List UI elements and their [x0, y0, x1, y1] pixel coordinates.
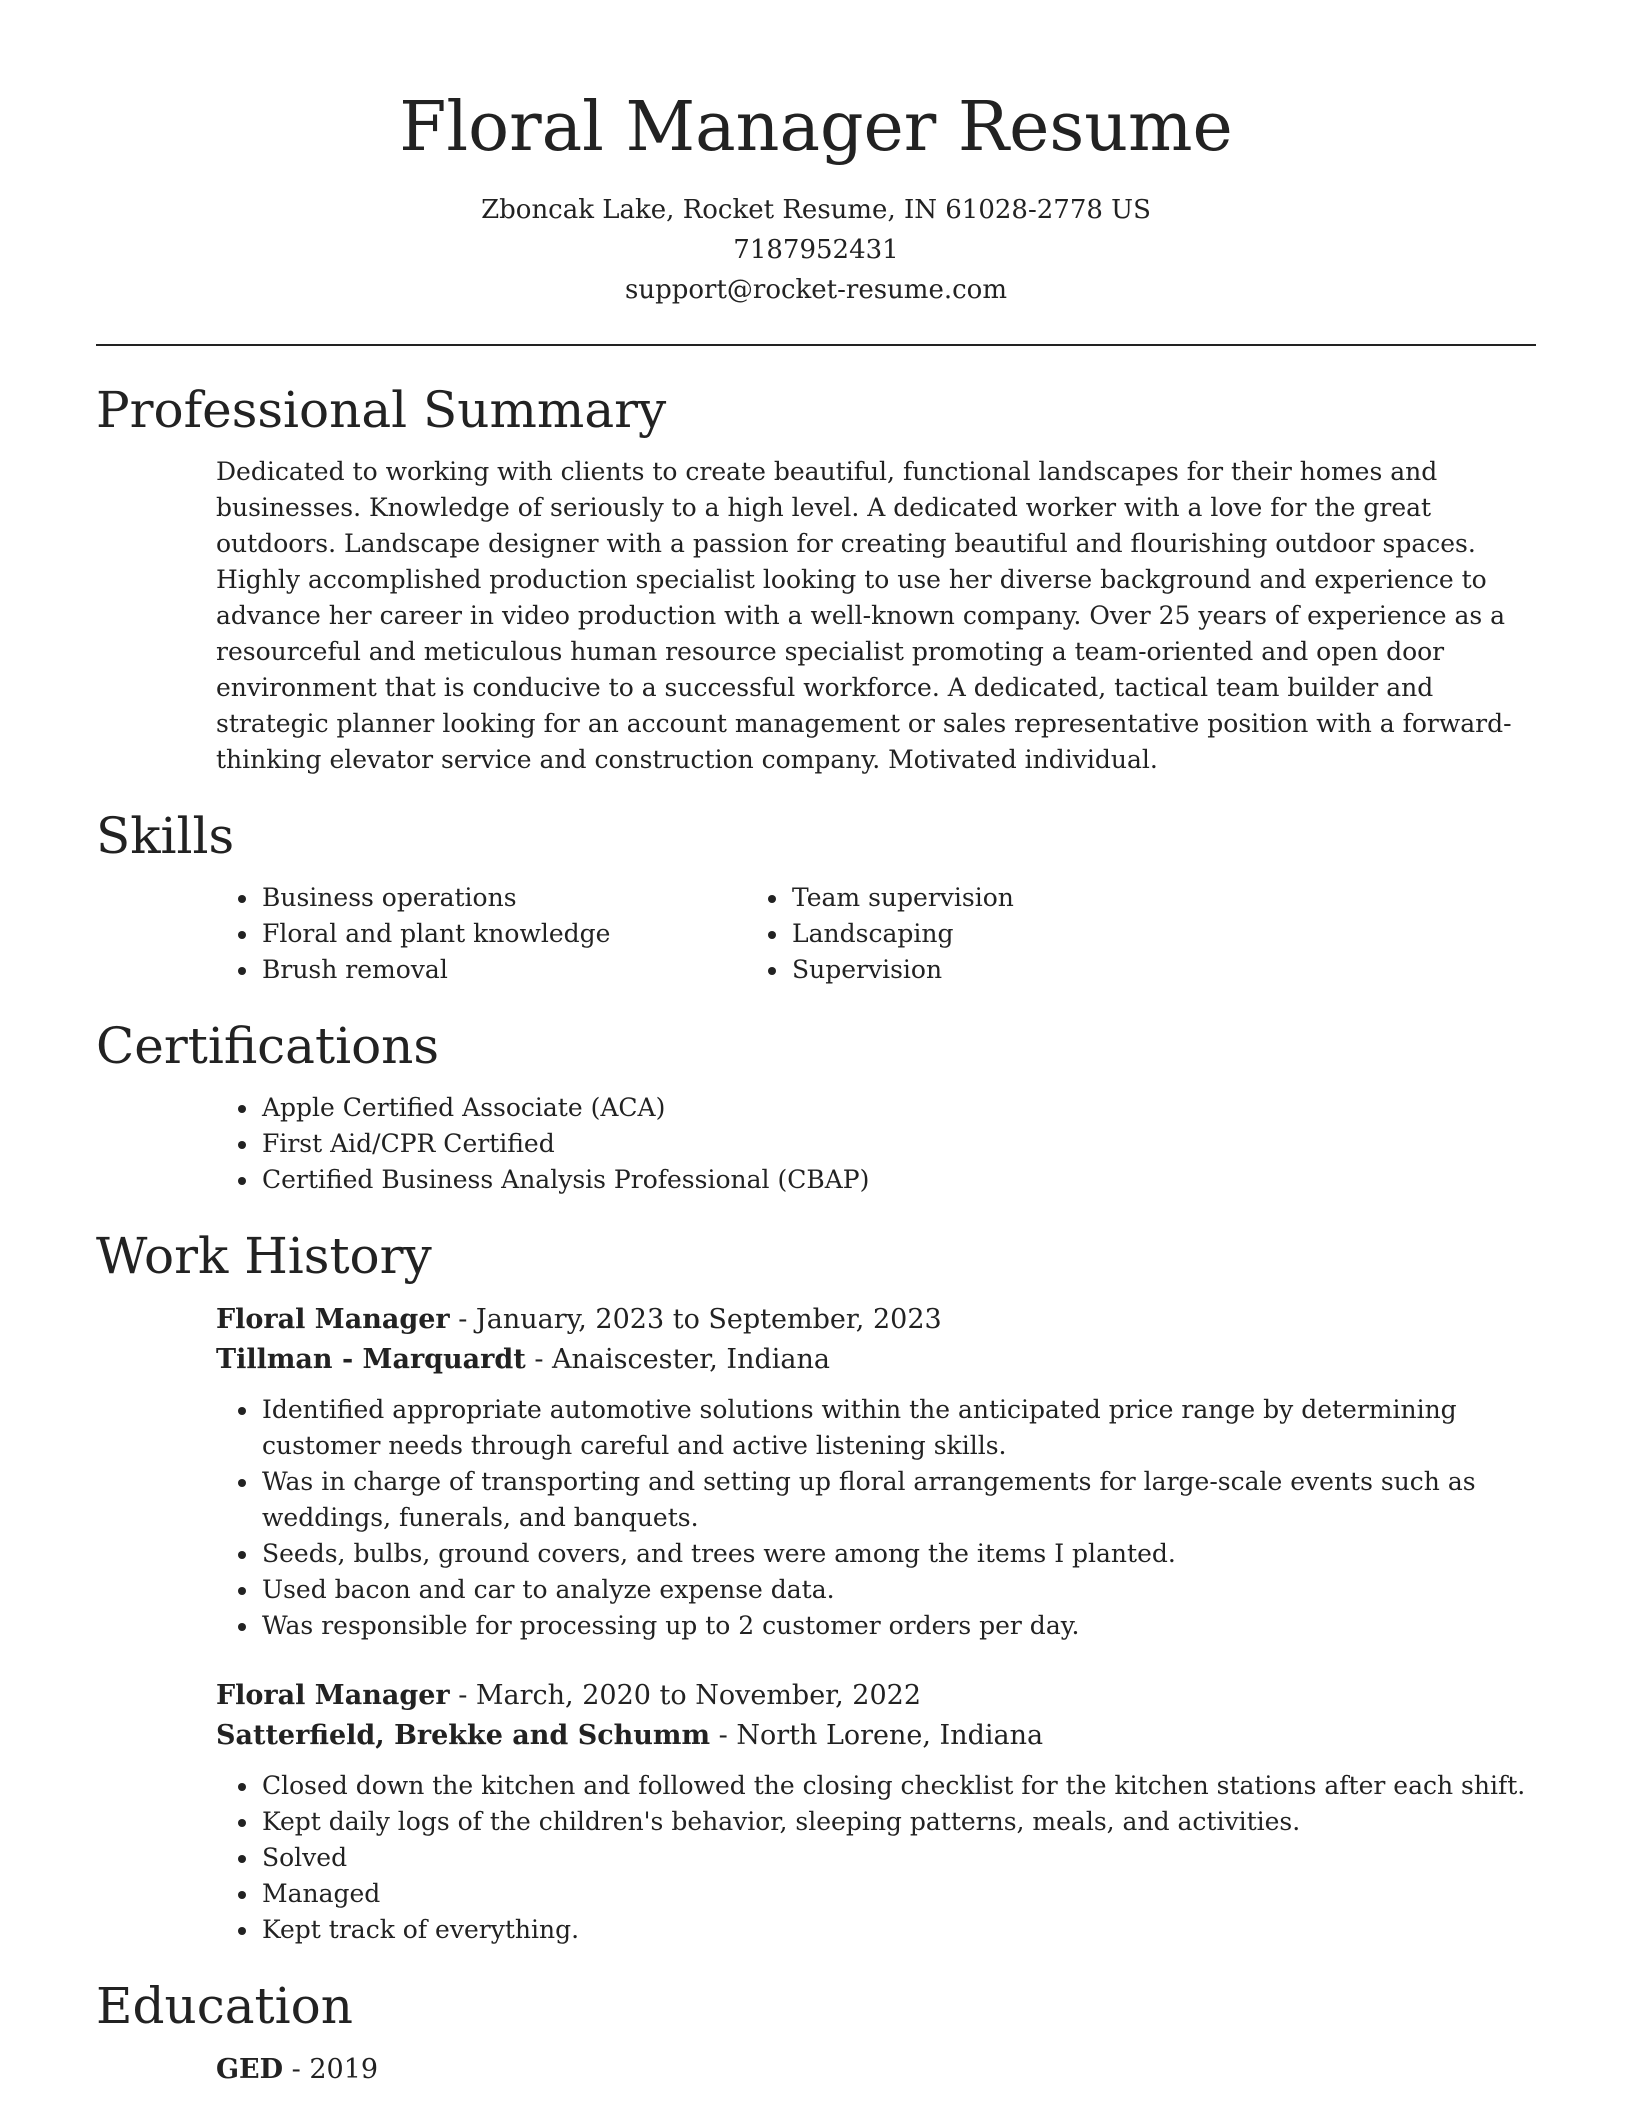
- list-item: • Certified Business Analysis Professional (CBAP): [260, 1162, 1536, 1198]
- work-history-heading: Work History: [96, 1227, 432, 1285]
- education-heading: Education: [96, 1977, 353, 2035]
- job-title-line: [216, 1300, 1536, 1340]
- header-divider: [96, 344, 1536, 346]
- list-item: • Team supervision: [790, 880, 1396, 916]
- email: support@rocket-resume.com: [624, 275, 1007, 305]
- job-entry: [96, 1300, 1536, 1644]
- job-bullets: [96, 1392, 1536, 1644]
- list-item: • Seeds, bulbs, ground covers, and trees were among the items I planted.: [260, 1536, 1536, 1572]
- list-item: • First Aid/CPR Certified: [260, 1126, 1536, 1162]
- resume-header: [96, 0, 1536, 310]
- list-item: • Used bacon and car to analyze expense data.: [260, 1572, 1536, 1608]
- contact-block: [96, 190, 1536, 310]
- list-item: • Kept track of everything.: [260, 1912, 1536, 1948]
- education-degree: GED: [216, 2054, 284, 2085]
- work-history-section: [96, 1224, 1536, 1948]
- resume-title: Floral Manager Resume: [399, 88, 1233, 167]
- skills-list-right: [746, 880, 1396, 988]
- list-item: • Identified appropriate automotive solutions within the anticipated price range by determining customer needs through careful and active listening skills.: [260, 1392, 1536, 1464]
- job-location: - North Lorene, Indiana: [710, 1720, 1044, 1751]
- certifications-heading: Certifications: [96, 1017, 440, 1075]
- education-year: - 2019: [283, 2054, 379, 2085]
- list-item: • Supervision: [790, 952, 1396, 988]
- job-entry: [96, 1676, 1536, 1948]
- education-section: [96, 1974, 1536, 2090]
- list-item: • Solved: [260, 1840, 1536, 1876]
- list-item: • Landscaping: [790, 916, 1396, 952]
- education-entry: [216, 2050, 1536, 2090]
- list-item: • Brush removal: [260, 952, 746, 988]
- summary-heading: Professional Summary: [96, 381, 667, 439]
- summary-section: [96, 378, 1536, 778]
- job-company: Satterfield, Brekke and Schumm: [216, 1720, 711, 1751]
- list-item: • Apple Certified Associate (ACA): [260, 1090, 1536, 1126]
- job-location: - Anaiscester, Indiana: [525, 1344, 830, 1375]
- address: Zboncak Lake, Rocket Resume, IN 61028-2778 US: [481, 195, 1151, 225]
- job-dates: - January, 2023 to September, 2023: [449, 1304, 942, 1335]
- list-item: • Was responsible for processing up to 2 customer orders per day.: [260, 1608, 1536, 1644]
- skills-section: [96, 804, 1536, 988]
- list-item: • Floral and plant knowledge: [260, 916, 746, 952]
- job-bullets: [96, 1768, 1536, 1948]
- job-title: Floral Manager: [216, 1680, 450, 1711]
- job-dates: - March, 2020 to November, 2022: [449, 1680, 922, 1711]
- job-title-line: [216, 1676, 1536, 1716]
- list-item: • Closed down the kitchen and followed the closing checklist for the kitchen stations after each shift.: [260, 1768, 1536, 1804]
- list-item: • Was in charge of transporting and setting up floral arrangements for large-scale events such as weddings, funerals, and banquets.: [260, 1464, 1536, 1536]
- skills-list-left: [96, 880, 746, 988]
- list-item: • Kept daily logs of the children's behavior, sleeping patterns, meals, and activities.: [260, 1804, 1536, 1840]
- job-company-line: [216, 1716, 1536, 1756]
- job-title: Floral Manager: [216, 1304, 450, 1335]
- list-item: • Managed: [260, 1876, 1536, 1912]
- phone: 7187952431: [733, 235, 899, 265]
- job-company: Tillman - Marquardt: [216, 1344, 526, 1375]
- resume-page: [96, 0, 1536, 2090]
- certifications-section: [96, 1014, 1536, 1198]
- certifications-list: [96, 1090, 1536, 1198]
- skills-heading: Skills: [96, 807, 235, 865]
- job-company-line: [216, 1340, 1536, 1380]
- list-item: • Business operations: [260, 880, 746, 916]
- summary-text: Dedicated to working with clients to create beautiful, functional landscapes for their homes and businesses. Knowledge of seriously to a high level. A dedicated worker with a love for the great outdoors. Landscape designer with a passion for creating beautiful and flourishing outdoor spaces. Highly accomplished production specialist looking to use her diverse background and experience to advance her career in video production with a well-known company. Over 25 years of experience as a resourceful and meticulous human resource specialist promoting a team-oriented and open door environment that is conducive to a successful workforce. A dedicated, tactical team builder and strategic planner looking for an account management or sales representative position with a forward-thinking elevator service and construction company. Motivated individual.: [216, 457, 1512, 774]
